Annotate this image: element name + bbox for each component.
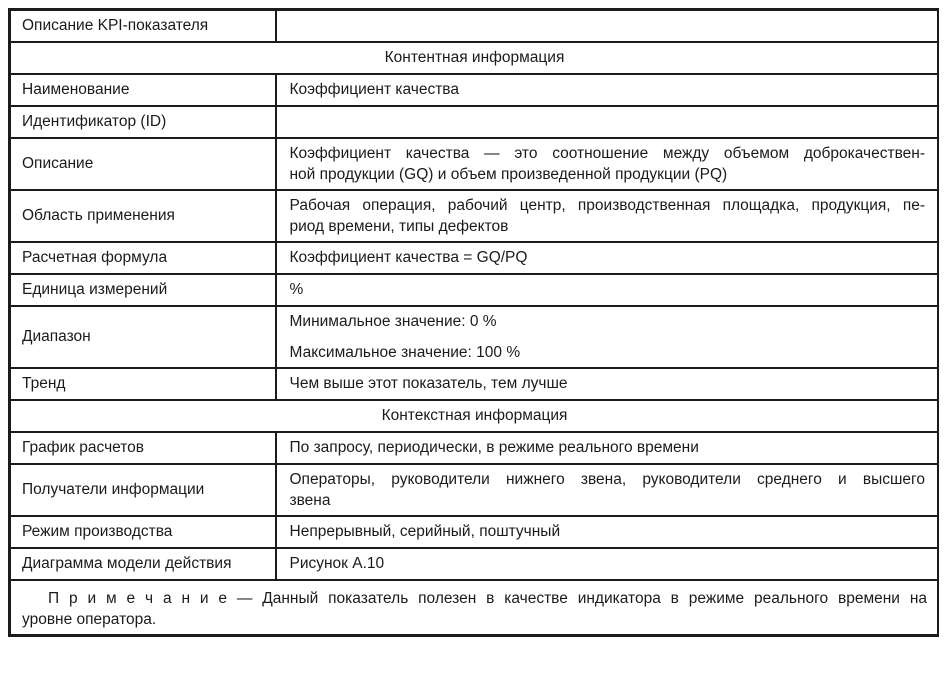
table-row-calc-schedule (10, 432, 939, 464)
value-line: Рабочая операция, рабочий центр, производственная площадка, продукция, пе- (289, 196, 925, 214)
row-value (276, 190, 939, 242)
table-row-trend (10, 368, 939, 400)
table-row-description (10, 138, 939, 190)
row-label: График расчетов (10, 432, 276, 464)
row-value (276, 464, 939, 516)
row-value (276, 548, 939, 580)
note-row (10, 580, 939, 636)
row-value (276, 274, 939, 306)
table-row-identifier (10, 106, 939, 138)
row-label: Описание (10, 138, 276, 190)
note-line: уровне оператора. (22, 610, 157, 628)
value-line: звена (289, 491, 331, 509)
row-value (276, 74, 939, 106)
row-label: Тренд (10, 368, 276, 400)
row-label: Диаграмма модели действия (10, 548, 276, 580)
row-label: Наименование (10, 74, 276, 106)
table-row-action-model-diagram (10, 548, 939, 580)
row-value (276, 10, 939, 42)
value-line: Непрерывный, серийный, поштучный (289, 523, 561, 540)
row-label: Расчетная формула (10, 242, 276, 274)
row-label: Диапазон (10, 306, 276, 368)
row-label: Единица измерений (10, 274, 276, 306)
row-value (276, 368, 939, 400)
row-value (276, 242, 939, 274)
value-line: риод времени, типы дефектов (289, 217, 509, 235)
value-line: Коэффициент качества (289, 81, 459, 98)
row-label: Получатели информации (10, 464, 276, 516)
row-label: Режим производства (10, 516, 276, 548)
row-value (276, 432, 939, 464)
kpi-description-table (8, 8, 939, 637)
value-line: Коэффициент качества — это соотношение между объемом доброкачествен- (289, 144, 925, 162)
row-value (276, 106, 939, 138)
value-line: Чем выше этот показатель, тем лучше (289, 375, 568, 392)
value-line: Операторы, руководители нижнего звена, руководители среднего и высшего (289, 470, 925, 488)
table-row-kpi-description (10, 10, 939, 42)
table-row-name (10, 74, 939, 106)
note-line: П р и м е ч а н и е — Данный показатель полезен в качестве индикатора в режиме реального времени на (48, 589, 927, 607)
row-label: Область применения (10, 190, 276, 242)
value-line: ной продукции (GQ) и объем произведенной продукции (PQ) (289, 165, 728, 183)
value-line-min: Минимальное значение: 0 % (289, 312, 497, 330)
value-line-max: Максимальное значение: 100 % (289, 343, 521, 361)
table-row-production-mode (10, 516, 939, 548)
section-row-context-info (10, 400, 939, 432)
table-row-scope (10, 190, 939, 242)
row-value (276, 138, 939, 190)
row-label: Идентификатор (ID) (10, 106, 276, 138)
value-line: % (289, 281, 304, 298)
row-value (276, 306, 939, 368)
value-line: Рисунок А.10 (289, 555, 385, 572)
row-label: Описание KPI-показателя (10, 10, 276, 42)
table-row-unit (10, 274, 939, 306)
section-row-content-info (10, 42, 939, 74)
table-row-formula (10, 242, 939, 274)
row-value (276, 516, 939, 548)
table-row-range (10, 306, 939, 368)
note-cell (10, 580, 939, 636)
section-title: Контентная информация (10, 42, 939, 74)
table-row-recipients (10, 464, 939, 516)
value-line: По запросу, периодически, в режиме реального времени (289, 439, 699, 456)
value-line: Коэффициент качества = GQ/PQ (289, 249, 528, 266)
section-title: Контекстная информация (10, 400, 939, 432)
